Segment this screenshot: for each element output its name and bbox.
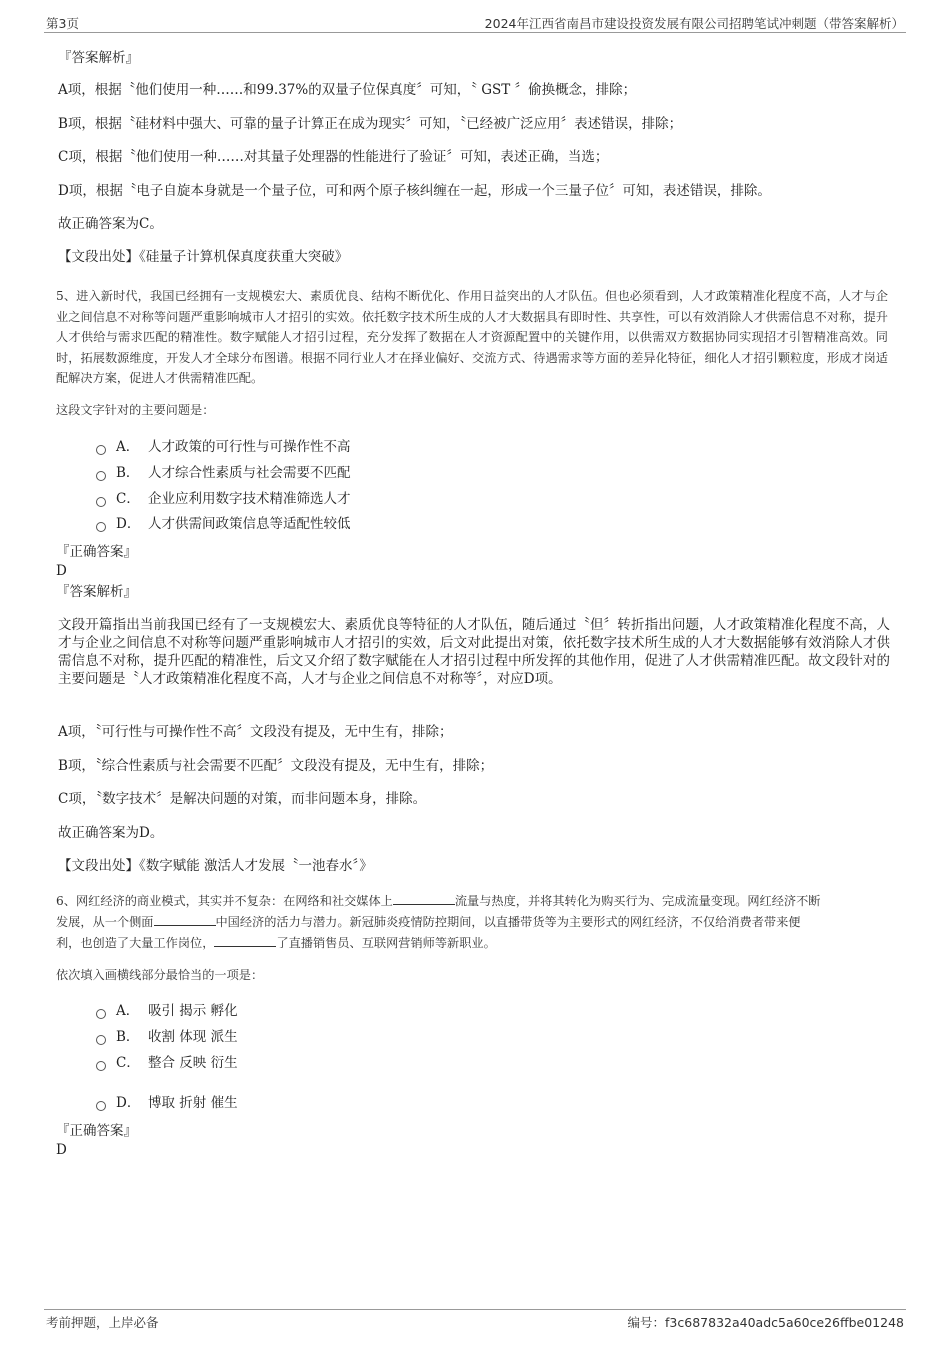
q5-option-b[interactable]: B． 人才综合性素质与社会需要不匹配 bbox=[96, 463, 351, 483]
q6-option-b[interactable]: B． 收割 体现 派生 bbox=[96, 1027, 238, 1047]
q5-option-c[interactable]: C． 企业应利用数字技术精准筛选人才 bbox=[96, 489, 351, 509]
radio-icon[interactable] bbox=[96, 445, 106, 455]
q6-answer-label: 『正确答案』 bbox=[56, 1123, 137, 1139]
radio-icon[interactable] bbox=[96, 1009, 106, 1019]
q5-answer: D bbox=[56, 563, 67, 579]
radio-icon[interactable] bbox=[96, 522, 106, 532]
radio-icon[interactable] bbox=[96, 1061, 106, 1071]
q6-option-a[interactable]: A． 吸引 揭示 孵化 bbox=[96, 1001, 238, 1021]
document-title: 2024年江西省南昌市建设投资发展有限公司招聘笔试冲刺题（带答案解析） bbox=[484, 16, 904, 31]
footer-divider bbox=[44, 1309, 906, 1310]
q4-conclusion: 故正确答案为C。 bbox=[58, 216, 163, 232]
q6-stem-line-1: 6、网红经济的商业模式，其实并不复杂：在网络和社交媒体上 流量与热度，并将其转化为购买行为、完成流量变现。网红经济不断 bbox=[56, 894, 821, 908]
q6-answer: D bbox=[56, 1142, 67, 1158]
q6-stem-line-2: 发展，从一个侧面 中国经济的活力与潜力。新冠肺炎疫情防控期间，以直播带货等为主要形式的网红经济，不仅给消费者带来便 bbox=[56, 915, 801, 929]
q5-analysis: 文段开篇指出当前我国已经有了一支规模宏大、素质优良等特征的人才队伍，随后通过〝但〞转折指出问题，人才政策精准化程度不高，人才与企业之间信息不对称等问题严重影响城市人才招引的实效，后文对此提出对策，依托数字技术所生成的人才大数据能够有效消除人才供需信息不对称，提升匹配的精准性，后文又介绍了数字赋能在人才招引过程中所发挥的其他作用，促进了人才供需精准匹配。故文段针对的主要问题是〝人才政策精准化程度不高，人才与企业之间信息不对称等〞，对应D项。 bbox=[58, 617, 890, 687]
q5-option-a[interactable]: A． 人才政策的可行性与可操作性不高 bbox=[96, 437, 351, 457]
q4-analysis-line-a: A项，根据〝他们使用一种……和99.37%的双量子位保真度〞可知，〝 GST 〞偷换概念，排除； bbox=[58, 82, 637, 98]
q6-stem-line-3: 利，也创造了大量工作岗位， 了直播销售员、互联网营销师等新职业。 bbox=[56, 936, 496, 950]
radio-icon[interactable] bbox=[96, 1101, 106, 1111]
q4-analysis-line-b: B项，根据〝硅材料中强大、可靠的量子计算正在成为现实〞可知，〝已经被广泛应用〞表述错误，排除； bbox=[58, 116, 683, 132]
q5-analysis-line-b: B项，〝综合性素质与社会需要不匹配〞文段没有提及，无中生有，排除； bbox=[58, 758, 494, 774]
q6-option-c[interactable]: C． 整合 反映 衍生 bbox=[96, 1053, 238, 1073]
q5-conclusion: 故正确答案为D。 bbox=[58, 825, 164, 841]
fill-blank-2 bbox=[154, 913, 216, 926]
q4-source: 【文段出处】《硅量子计算机保真度获重大突破》 bbox=[58, 249, 349, 265]
q5-analysis-line-a: A项，〝可行性与可操作性不高〞文段没有提及，无中生有，排除； bbox=[58, 724, 453, 740]
q4-analysis-line-c: C项，根据〝他们使用一种……对其量子处理器的性能进行了验证〞可知，表述正确，当选； bbox=[58, 149, 609, 165]
q4-analysis-label: 『答案解析』 bbox=[58, 50, 139, 66]
radio-icon[interactable] bbox=[96, 1035, 106, 1045]
document-id: 编号：f3c687832a40adc5a60ce26ffbe01248 bbox=[627, 1315, 904, 1330]
radio-icon[interactable] bbox=[96, 497, 106, 507]
fill-blank-3 bbox=[214, 934, 276, 947]
q6-question: 依次填入画横线部分最恰当的一项是： bbox=[56, 968, 264, 982]
q5-question: 这段文字针对的主要问题是： bbox=[56, 403, 215, 417]
q5-stem: 5、进入新时代，我国已经拥有一支规模宏大、素质优良、结构不断优化、作用日益突出的人才队伍。但也必须看到，人才政策精准化程度不高，人才与企业之间信息不对称等问题严重影响城市人才招引的实效。依托数字技术所生成的人才大数据具有即时性、共享性，可以有效消除人才供需信息不对称，提升人才供给与需求匹配的精准性。数字赋能人才招引过程，充分发挥了数据在人才资源配置中的关键作用，以供需双方数据协同实现招才引智精准高效。同时，拓展数源维度，开发人才全球分布图谱。根据不同行业人才在择业偏好、交流方式、待遇需求等方面的差异化特征，细化人才招引颗粒度，形成才岗适配解决方案，促进人才供需精准匹配。 bbox=[56, 289, 888, 385]
q5-answer-label: 『正确答案』 bbox=[56, 544, 137, 560]
q4-analysis-line-d: D项，根据〝电子自旋本身就是一个量子位，可和两个原子核纠缠在一起，形成一个三量子位〞可知，表述错误，排除。 bbox=[58, 183, 771, 199]
radio-icon[interactable] bbox=[96, 471, 106, 481]
q5-source: 【文段出处】《数字赋能 激活人才发展〝一池春水〞》 bbox=[58, 858, 373, 874]
q5-analysis-label: 『答案解析』 bbox=[56, 584, 137, 600]
q5-option-d[interactable]: D． 人才供需间政策信息等适配性较低 bbox=[96, 514, 351, 534]
header-divider bbox=[44, 32, 906, 33]
fill-blank-1 bbox=[393, 892, 455, 905]
footer-slogan: 考前押题，上岸必备 bbox=[46, 1315, 159, 1330]
q6-option-d[interactable]: D． 博取 折射 催生 bbox=[96, 1093, 238, 1113]
page-number: 第3页 bbox=[46, 16, 79, 31]
q5-analysis-line-c: C项，〝数字技术〞是解决问题的对策，而非问题本身，排除。 bbox=[58, 791, 427, 807]
